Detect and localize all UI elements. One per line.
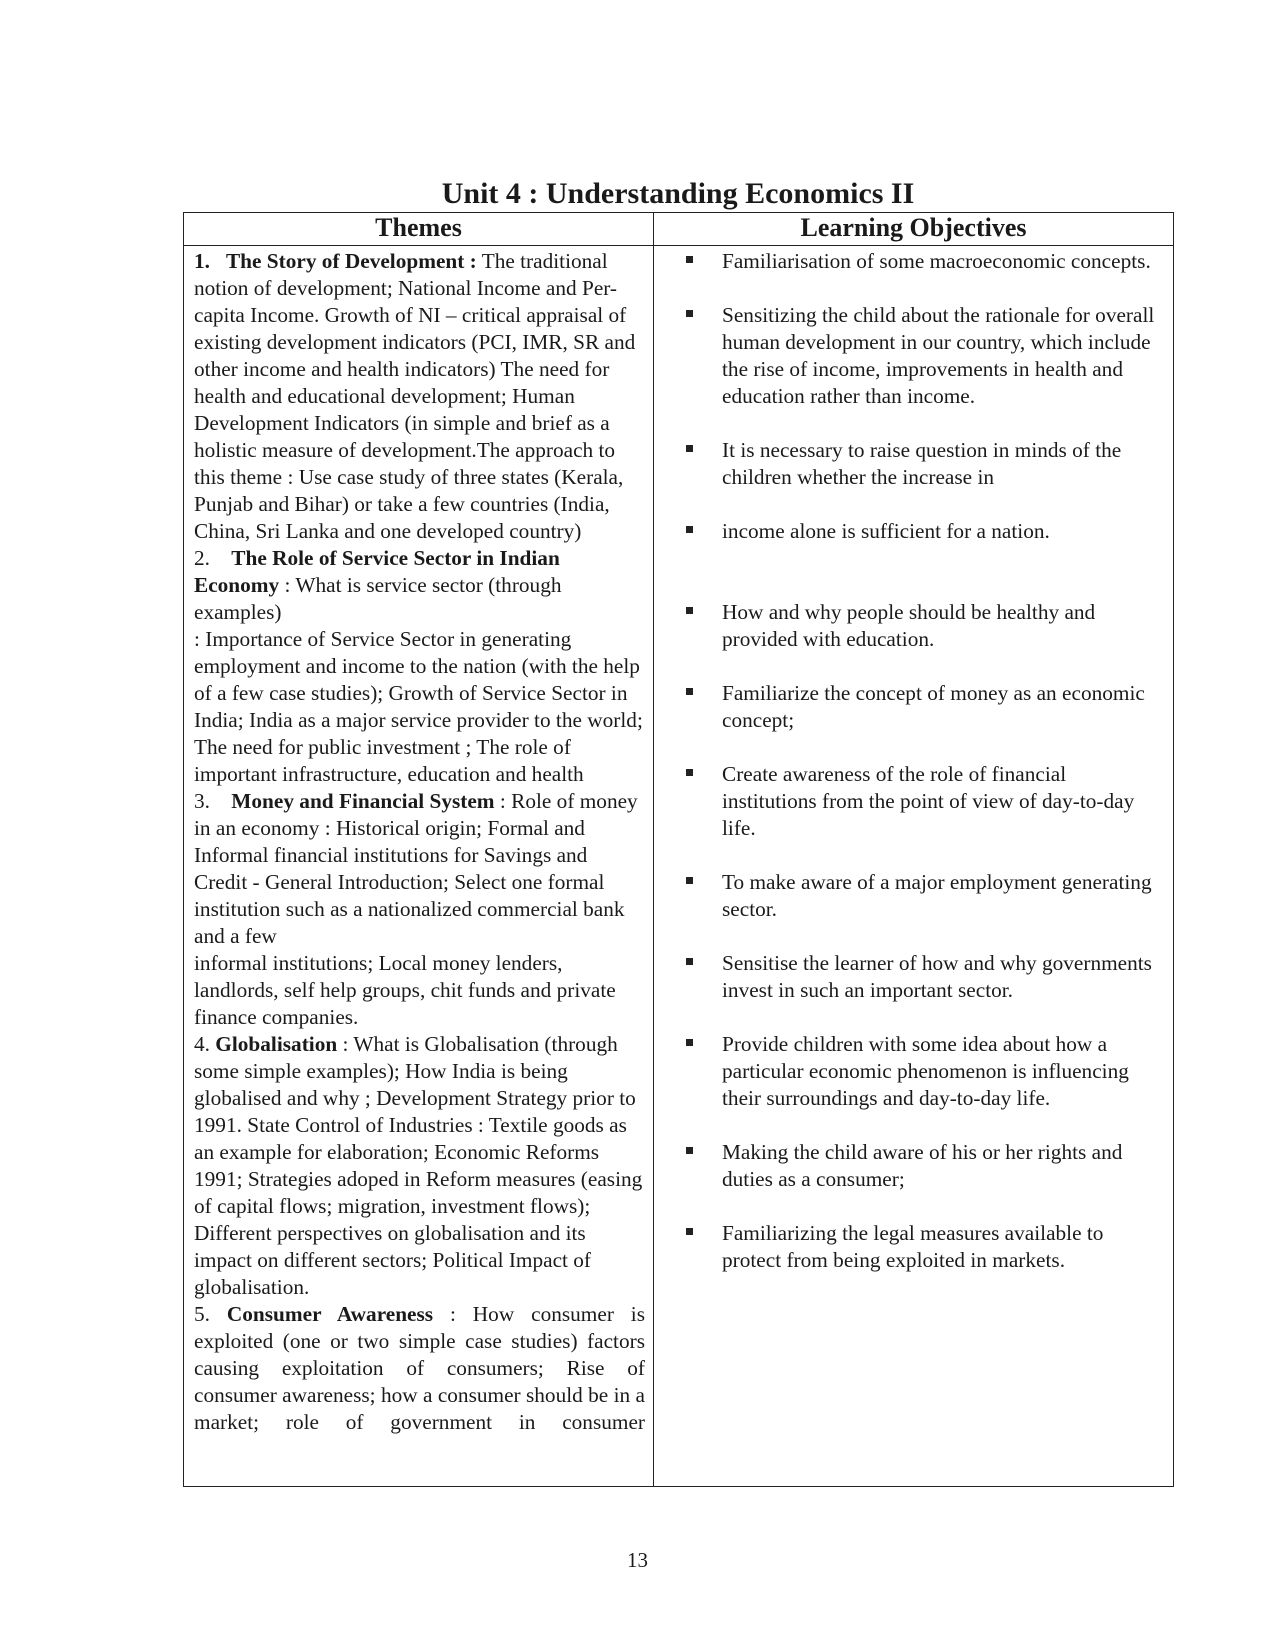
- theme-3: [194, 788, 645, 950]
- theme-2: [194, 545, 645, 626]
- page-title: Unit 4 : Understanding Economics II: [441, 177, 915, 210]
- list-item: [684, 1139, 1165, 1193]
- objective-text: Sensitizing the child about the rationale for overall human development in our country, which include the rise of income, improvements in health and education rather than income.: [722, 303, 1155, 408]
- square-bullet-icon: [686, 1228, 693, 1235]
- list-item: [684, 437, 1165, 491]
- objective-text: Create awareness of the role of financial institutions from the point of view of day-to-day life.: [722, 762, 1135, 840]
- theme-2-text: : What is service sector (through examples): [194, 573, 562, 624]
- objective-text: Making the child aware of his or her rights and duties as a consumer;: [722, 1140, 1123, 1191]
- square-bullet-icon: [686, 256, 693, 263]
- square-bullet-icon: [686, 445, 693, 452]
- square-bullet-icon: [686, 769, 693, 776]
- objectives-header: Learning Objectives: [654, 213, 1174, 246]
- syllabus-table: [183, 212, 1174, 1487]
- objective-text: Familiarizing the legal measures available to protect from being exploited in markets.: [722, 1221, 1104, 1272]
- objective-text: Provide children with some idea about how a particular economic phenomenon is influencing their surroundings and day-to-day life.: [722, 1032, 1129, 1110]
- themes-header: Themes: [184, 213, 654, 246]
- objective-text: How and why people should be healthy and provided with education.: [722, 600, 1096, 651]
- theme-5-number: 5.: [194, 1302, 227, 1326]
- theme-5: [194, 1301, 645, 1436]
- square-bullet-icon: [686, 1147, 693, 1154]
- list-item: [684, 680, 1165, 734]
- themes-cell: [184, 246, 654, 1487]
- objective-text: Sensitise the learner of how and why governments invest in such an important sector.: [722, 951, 1152, 1002]
- list-item: [684, 248, 1165, 275]
- theme-2-number: 2.: [194, 546, 210, 570]
- table-row: [184, 246, 1174, 1487]
- theme-4: [194, 1031, 645, 1301]
- list-item: [684, 1031, 1165, 1112]
- list-item: [684, 761, 1165, 842]
- objective-text: Familiarisation of some macroeconomic concepts.: [722, 249, 1151, 273]
- theme-5-text: : How consumer is exploited (one or two simple case studies) factors causing exploitation of consumers; Rise of consumer awareness; how a consumer should be in a market; role of government in consumer: [194, 1302, 646, 1434]
- theme-1-number: 1.: [194, 249, 210, 273]
- square-bullet-icon: [686, 688, 693, 695]
- table-header-row: [184, 213, 1174, 246]
- objectives-list: [684, 248, 1165, 1274]
- list-item: [684, 1220, 1165, 1274]
- theme-2-title: The Role of Service Sector in Indian Economy: [194, 546, 560, 597]
- theme-3-continued: informal institutions; Local money lenders, landlords, self help groups, chit funds and private finance companies.: [194, 951, 616, 1029]
- square-bullet-icon: [686, 877, 693, 884]
- theme-1-text: The traditional notion of development; National Income and Per-capita Income. Growth of NI – critical appraisal of existing development indicators (PCI, IMR, SR and other income and health indicators) The need for health and educational development; Human Development Indicators (in simple and brief as a holistic measure of development.The approach to this theme : Use case study of three states (Kerala, Punjab and Bihar) or take a few countries (India, China, Sri Lanka and one developed country): [194, 249, 636, 543]
- objective-text: To make aware of a major employment generating sector.: [722, 870, 1152, 921]
- theme-3-title: Money and Financial System: [231, 789, 495, 813]
- square-bullet-icon: [686, 526, 693, 533]
- list-item: [684, 518, 1165, 545]
- theme-1: [194, 248, 645, 545]
- theme-3-number: 3.: [194, 789, 210, 813]
- objective-text: It is necessary to raise question in minds of the children whether the increase in: [722, 438, 1122, 489]
- theme-1-title: The Story of Development :: [225, 249, 477, 273]
- list-item: [684, 869, 1165, 923]
- list-item: [684, 302, 1165, 410]
- theme-4-title: Globalisation: [215, 1032, 338, 1056]
- objective-text: Familiarize the concept of money as an economic concept;: [722, 681, 1145, 732]
- theme-4-number: 4.: [194, 1032, 216, 1056]
- square-bullet-icon: [686, 958, 693, 965]
- theme-2-continued: : Importance of Service Sector in generating employment and income to the nation (with the help of a few case studies); Growth of Service Sector in India; India as a major service provider to the world; The need for public investment ; The role of important infrastructure, education and health: [194, 627, 643, 786]
- theme-3-text: : Role of money in an economy : Historical origin; Formal and Informal financial institutions for Savings and Credit - General Introduction; Select one formal institution such as a nationalized commercial bank and a few: [194, 789, 638, 948]
- square-bullet-icon: [686, 607, 693, 614]
- objectives-cell: [654, 246, 1174, 1487]
- page-number: 13: [627, 1548, 648, 1572]
- objective-text: income alone is sufficient for a nation.: [722, 519, 1050, 543]
- square-bullet-icon: [686, 1039, 693, 1046]
- square-bullet-icon: [686, 310, 693, 317]
- list-item: [684, 950, 1165, 1004]
- theme-4-text: : What is Globalisation (through some simple examples); How India is being globalised and why ; Development Strategy prior to 1991. State Control of Industries : Textile goods as an example for elaboration; Economic Reforms 1991; Strategies adoped in Reform measures (easing of capital flows; migration, investment flows); Different perspectives on globalisation and its impact on different sectors; Political Impact of globalisation.: [194, 1032, 643, 1299]
- theme-5-title: Consumer Awareness: [226, 1302, 434, 1326]
- list-item: [684, 599, 1165, 653]
